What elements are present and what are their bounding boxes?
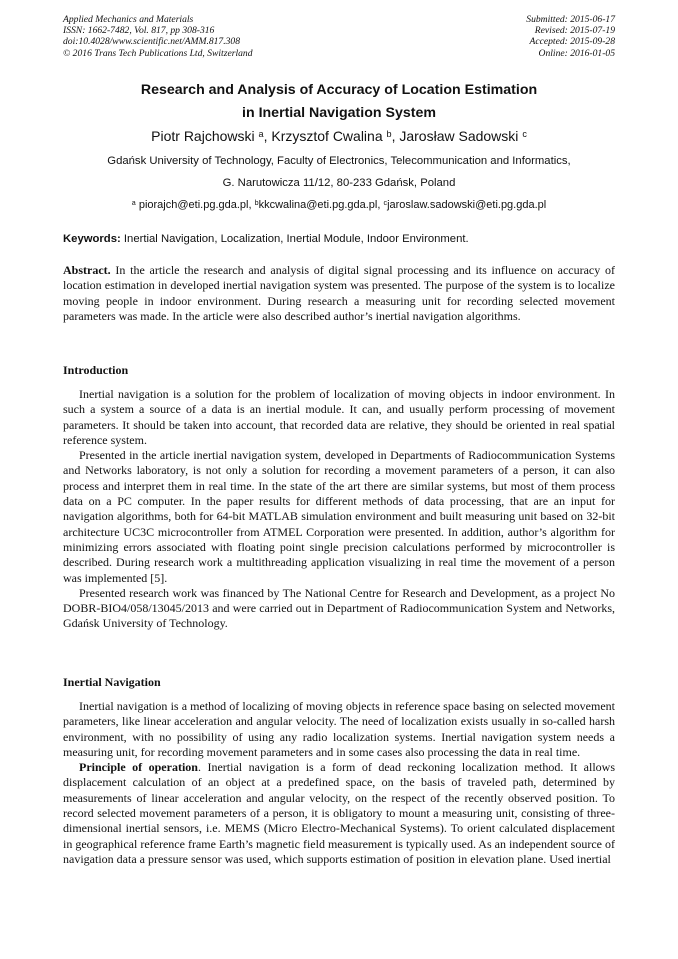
introduction-body <box>63 387 615 632</box>
author-marker: a <box>258 128 264 139</box>
paragraph-run-in-heading: Principle of operation <box>79 760 198 775</box>
email-marker: c <box>383 198 388 207</box>
author-separator: , <box>263 128 272 144</box>
author-emails <box>40 199 638 211</box>
date-revised: Revised: 2015-07-19 <box>534 25 615 37</box>
email-address: piorajch@eti.pg.gda.pl, <box>138 199 255 211</box>
affiliation-line-2: G. Narutowicza 11/12, 80-233 Gdańsk, Poland <box>222 177 456 189</box>
paper-title-line-2: in Inertial Navigation System <box>242 105 436 121</box>
keywords-text: Inertial Navigation, Localization, Inertial Module, Indoor Environment. <box>120 233 469 245</box>
affiliation-line-1: Gdańsk University of Technology, Faculty of Electronics, Telecommunication and Informatics, <box>107 155 571 167</box>
author-separator: , <box>391 128 400 144</box>
paper-title-line-1: Research and Analysis of Accuracy of Location Estimation <box>140 82 538 98</box>
author-marker: b <box>386 128 392 139</box>
author-name: Krzysztof Cwalina <box>271 128 383 144</box>
author-name: Piotr Rajchowski <box>151 128 255 144</box>
keywords-label: Keywords: <box>63 233 121 245</box>
section-heading-inertial-navigation: Inertial Navigation <box>63 675 161 689</box>
author-list <box>40 128 638 144</box>
abstract <box>63 263 615 324</box>
paragraph <box>63 760 615 867</box>
date-accepted: Accepted: 2015-09-28 <box>529 36 615 48</box>
author-name: Jarosław Sadowski <box>399 128 519 144</box>
paragraph: Inertial navigation is a method of localizing of moving objects in reference space basing on selected movement parameters, like linear acceleration and angular velocity. The need of localization exists usually in so-called harsh environment, with no possibility of using any radio localization systems. Inertial navigation system needs a measuring unit, for recording movement parameters and in some cases also processing the data in real time. <box>63 699 615 759</box>
abstract-label: Abstract. <box>63 263 111 277</box>
email-address: kkcwalina@eti.pg.gda.pl, <box>258 199 384 211</box>
journal-info <box>63 14 253 59</box>
email-marker: b <box>254 198 259 207</box>
journal-name: Applied Mechanics and Materials <box>63 14 194 25</box>
date-online: Online: 2016-01-05 <box>538 47 615 59</box>
paragraph-text: . Inertial navigation is a form of dead reckoning localization method. It allows displacement calculation of an object at a predefined space, on the basis of traveled path, determined by measurements of linear acceleration and angular velocity, on the respect of the recently observed position. To record selected movement parameters of a person, it is obligatory to mount a measuring unit, consisting of three-dimensional inertial sensors, i.e. MEMS (Micro Electro-Mechanical Systems). To orient calculated displacement in geographical reference frame Earth’s magnetic field measurement is typically used. As an independent source of navigation data a pressure sensor was used, which supports estimation of position in elevation plane. Used inertial <box>63 760 616 866</box>
journal-copyright: © 2016 Trans Tech Publications Ltd, Switzerland <box>63 47 253 59</box>
email-address: jaroslaw.sadowski@eti.pg.gda.pl <box>387 199 547 211</box>
paragraph: Presented in the article inertial navigation system, developed in Departments of Radiocommunication Systems and Networks laboratory, is not only a solution for recording a movement parameters of a person, it can also process and interpret them in real time. In the state of the art there are similar systems, but most of them process data on a PC computer. In the paper results for different methods of data processing, that are an input for navigation algorithms, both for 64-bit MATLAB simulation environment and built measuring unit based on 32-bit architecture UC3C microcontroller from ATMEL Corporation were presented. In addition, author’s algorithm for minimizing errors associated with floating point single precision calculations performed by microcontroller is described. During research work a multithreading application visualizing in real time the movement of a person was implemented [5]. <box>63 448 615 585</box>
abstract-text: In the article the research and analysis of digital signal processing and its influence on accuracy of location estimation in developed inertial navigation system was presented. The purpose of the system is to localize moving people in indoor environment. During research a measuring unit for recording selected movement parameters was made. In the article were also described author’s inertial navigation algorithms. <box>63 263 615 323</box>
paragraph: Presented research work was financed by The National Centre for Research and Development, as a project No DOBR-BIO4/058/13045/2013 and were carried out in Department of Radiocommunication System and Networks, Gdańsk University of Technology. <box>63 585 615 631</box>
author-marker: c <box>522 128 527 139</box>
paragraph: Inertial navigation is a solution for the problem of localization of moving objects in indoor environment. In such a system a source of a data is an inertial module. It can, and usually perform processing of movement parameters. It should be taken into account, that recorded data are relative, they should be oriented in real spatial reference system. <box>63 387 615 447</box>
date-submitted: Submitted: 2015-06-17 <box>526 14 615 25</box>
journal-doi: doi:10.4028/www.scientific.net/AMM.817.308 <box>63 36 241 48</box>
email-marker: a <box>131 198 136 207</box>
section-heading-introduction: Introduction <box>63 363 129 377</box>
inertial-navigation-body <box>63 699 615 867</box>
journal-issn: ISSN: 1662-7482, Vol. 817, pp 308-316 <box>63 25 215 37</box>
keywords <box>63 233 623 245</box>
submission-dates <box>526 14 615 59</box>
